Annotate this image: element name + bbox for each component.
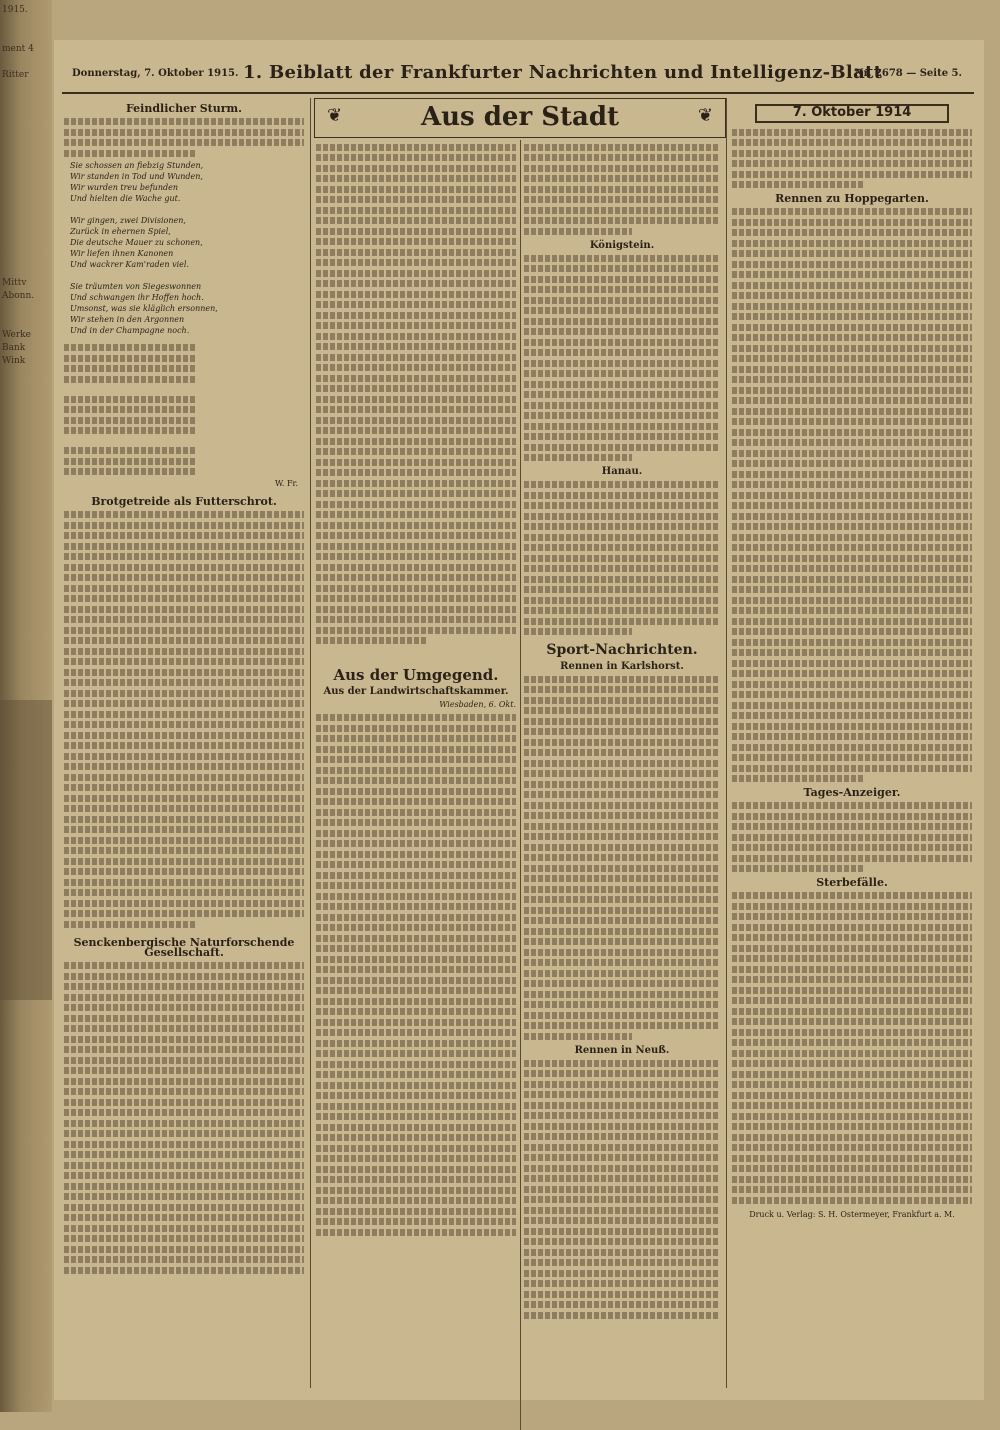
- binding-text: Mittv: [2, 278, 27, 288]
- binding-gutter: [0, 0, 52, 1412]
- binding-text: Werke: [2, 330, 31, 340]
- poem-line: Wir wurden treu befunden: [70, 183, 178, 192]
- section-heading: Aus der Umgegend.: [333, 666, 499, 684]
- column-2: [316, 140, 516, 1430]
- poem-signature: W. Fr.: [275, 478, 298, 488]
- date-box: 7. Oktober 1914: [755, 104, 949, 123]
- binding-text: ment 4: [2, 44, 34, 54]
- article-heading: Tages-Anzeiger.: [803, 786, 901, 799]
- binding-text: Wink: [2, 356, 26, 366]
- article-heading: Feindlicher Sturm.: [125, 102, 243, 115]
- binding-text: Bank: [2, 343, 26, 353]
- section-title: Aus der Stadt: [420, 102, 620, 132]
- column-divider: [310, 98, 311, 1388]
- article-heading: Brotgetreide als Futterschrot.: [91, 495, 277, 508]
- article-heading: Aus der Landwirtschaftskammer.: [323, 685, 509, 697]
- column-divider: [520, 140, 521, 1430]
- section-masthead: [314, 98, 726, 138]
- column-3: [524, 140, 720, 1430]
- poem-line: Und in der Champagne noch.: [70, 326, 190, 335]
- header-rule: [62, 92, 974, 94]
- poem-line: Wir gingen, zwei Divisionen,: [70, 216, 186, 225]
- article-heading: Rennen in Neuß.: [574, 1044, 670, 1056]
- ornament-icon: ❦: [327, 105, 343, 126]
- poem-line: Die deutsche Mauer zu schonen,: [70, 238, 203, 247]
- binding-text: Ritter: [2, 70, 29, 80]
- dateline: Hanau.: [601, 466, 643, 477]
- dateline: Königstein.: [589, 239, 655, 251]
- binding-text: Abonn.: [2, 291, 35, 301]
- poem-line: Wir standen in Tod und Wunden,: [70, 172, 203, 181]
- poem-line: Umsonst, was sie kläglich ersonnen,: [70, 304, 218, 313]
- binding-text: 1915.: [2, 5, 28, 15]
- article-heading: Rennen in Karlshorst.: [560, 660, 684, 672]
- article-heading: Senckenbergische Naturforschende Gesellschaft.: [73, 935, 295, 959]
- ornament-icon: ❦: [697, 105, 713, 126]
- page-number: Nr. 2678 — Seite 5.: [854, 68, 962, 79]
- column-1: [64, 98, 304, 1388]
- section-heading: Sport-Nachrichten.: [546, 642, 698, 658]
- photo-fragment: [0, 700, 52, 1000]
- poem-line: Wir liefen ihnen Kanonen: [70, 249, 174, 258]
- poem-line: Sie träumten von Siegeswonnen: [70, 282, 202, 291]
- poem-line: Und wackrer Kam'raden viel.: [70, 260, 190, 269]
- poem: [70, 160, 304, 336]
- issue-date: Donnerstag, 7. Oktober 1915.: [72, 68, 239, 79]
- poem-line: Und hielten die Wache gut.: [70, 194, 181, 203]
- poem-line: Und schwangen ihr Hoffen hoch.: [70, 293, 204, 302]
- imprint: Druck u. Verlag: S. H. Ostermeyer, Frankfurt a. M.: [749, 1209, 955, 1219]
- newspaper-page: [54, 40, 984, 1400]
- column-divider: [726, 98, 727, 1388]
- poem-line: Wir stehen in den Argonnen: [70, 315, 185, 324]
- dateline: Wiesbaden, 6. Okt.: [439, 700, 516, 709]
- article-heading: Sterbefälle.: [816, 876, 888, 889]
- poem-line: Sie schossen an fiebzig Stunden,: [70, 161, 204, 170]
- article-heading: Rennen zu Hoppegarten.: [775, 192, 929, 205]
- supplement-title: 1. Beiblatt der Frankfurter Nachrichten und Intelligenz-Blatt: [243, 62, 883, 83]
- column-4: [732, 98, 972, 1388]
- running-head: [68, 62, 968, 90]
- poem-line: Zurück in ehernen Spiel,: [70, 227, 171, 236]
